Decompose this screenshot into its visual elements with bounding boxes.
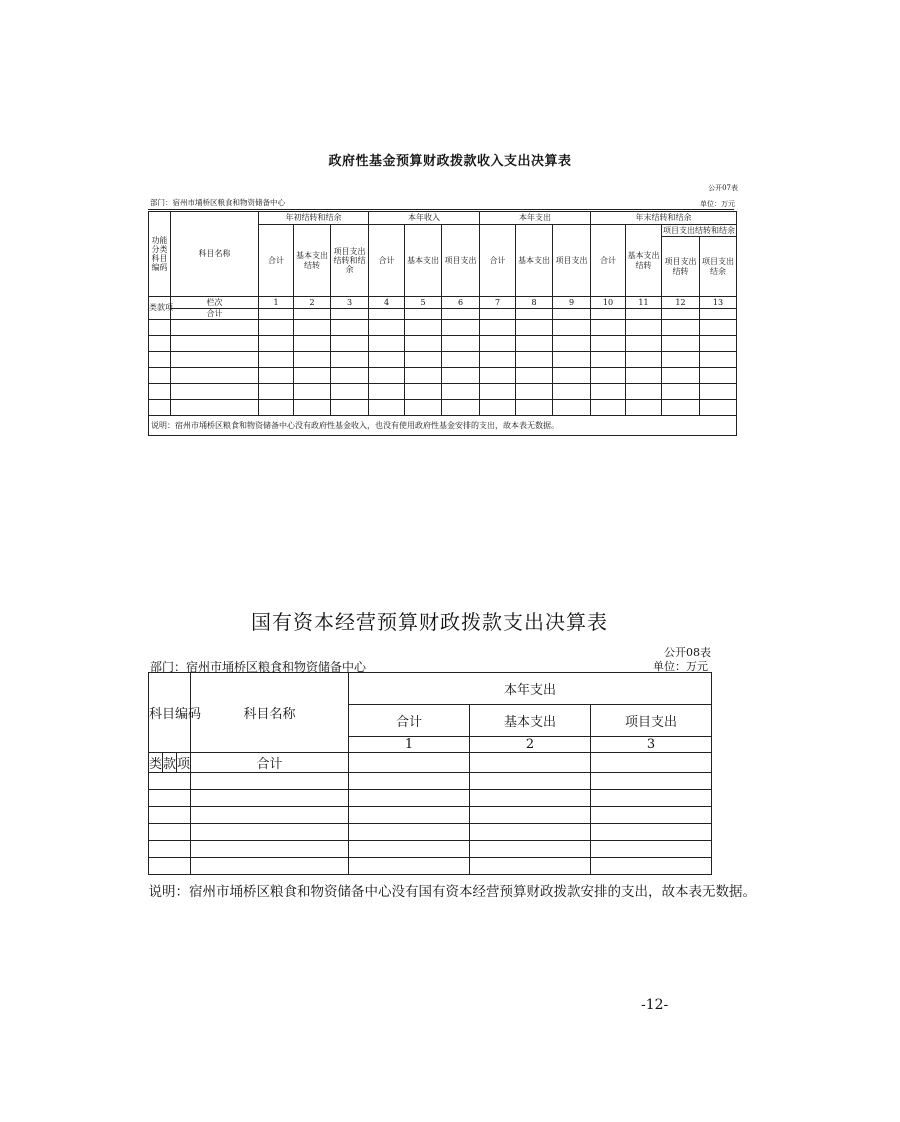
table1-title: 政府性基金预算财政拨款收入支出决算表 [328, 154, 572, 169]
table-row [149, 352, 737, 368]
table1-h-basic-carry-end: 基本支出结转 [626, 225, 662, 297]
table-row [149, 320, 737, 336]
table1-col-num: 7 [480, 297, 516, 309]
table1-note: 说明：宿州市埇桥区粮食和物资储备中心没有政府性基金收入，也没有使用政府性基金安排的支出，故本表无数据。 [149, 416, 737, 436]
table1-top-rule [148, 209, 734, 210]
table1-h-total-2: 合计 [369, 225, 405, 297]
table2-header-code: 科目编码 [149, 673, 191, 753]
state-capital-table [148, 672, 756, 901]
table1-row-lanci: 栏次 [171, 297, 259, 309]
table1-col-num: 5 [405, 297, 442, 309]
table1-header-income: 本年收入 [369, 212, 480, 225]
table1-col-num: 9 [553, 297, 591, 309]
table1-h-project-carry: 项目支出结转和结余 [331, 225, 369, 297]
table1-header-name: 科目名称 [171, 212, 259, 297]
table1-h-project-2: 项目支出 [442, 225, 480, 297]
table2-col-num: 2 [470, 737, 591, 753]
table2-row-total: 合计 [191, 753, 349, 773]
table1-row-total: 合计 [171, 309, 259, 320]
table1-col-num: 10 [591, 297, 626, 309]
table1-h-project-surplus-end: 项目支出结余 [700, 237, 737, 297]
table1-col-num: 11 [626, 297, 662, 309]
table1-h-total-4: 合计 [591, 225, 626, 297]
table2-h-project: 项目支出 [591, 705, 712, 737]
table2-note: 说明：宿州市埇桥区粮食和物资储备中心没有国有资本经营预算财政拨款安排的支出，故本表无数据。 [149, 875, 712, 901]
table1-form-code: 公开07表 [708, 184, 738, 192]
table-row [149, 807, 712, 824]
table2-department: 部门：宿州市埇桥区粮食和物资储备中心 [150, 660, 367, 674]
table1-h-project-carry-end: 项目支出结转 [662, 237, 700, 297]
table2-col-num: 3 [591, 737, 712, 753]
table1-col-num: 4 [369, 297, 405, 309]
table-row [149, 790, 712, 807]
table1-header-begin: 年初结转和结余 [259, 212, 369, 225]
table-row [149, 773, 712, 790]
table-row [149, 336, 737, 352]
table2-row-kuan: 款 [163, 753, 177, 773]
table2-form-code: 公开08表 [664, 646, 711, 659]
table-row [149, 841, 712, 858]
table2-h-total: 合计 [349, 705, 470, 737]
table-row [149, 368, 737, 384]
table1-h-project-3: 项目支出 [553, 225, 591, 297]
table1-header-expense: 本年支出 [480, 212, 591, 225]
table1-unit: 单位：万元 [700, 200, 735, 208]
table1-h-total-1: 合计 [259, 225, 294, 297]
table1-h-basic-3: 基本支出 [516, 225, 553, 297]
table1-class-kuan-xiang: 类款项 [149, 297, 171, 320]
table1-h-basic-2: 基本支出 [405, 225, 442, 297]
table-row [149, 824, 712, 841]
table-row [149, 400, 737, 416]
table1-col-num: 6 [442, 297, 480, 309]
table1-col-num: 13 [700, 297, 737, 309]
table1-col-num: 1 [259, 297, 294, 309]
page-number: -12- [641, 997, 669, 1013]
table1-col-num: 8 [516, 297, 553, 309]
table2-row-class: 类 [149, 753, 163, 773]
table1-department: 部门：宿州市埇桥区粮食和物资储备中心 [150, 198, 285, 207]
table1-col-num: 2 [294, 297, 331, 309]
table2-h-basic: 基本支出 [470, 705, 591, 737]
table2-col-num: 1 [349, 737, 470, 753]
table2-header-name: 科目名称 [191, 673, 349, 753]
table2-row-xiang: 项 [177, 753, 191, 773]
table2-header-expense: 本年支出 [349, 673, 712, 705]
table1-h-basic-carry: 基本支出结转 [294, 225, 331, 297]
table-row [149, 858, 712, 875]
table1-header-code: 功能分类科目编码 [149, 212, 171, 297]
table1-header-end: 年末结转和结余 [591, 212, 737, 225]
table-row [149, 384, 737, 400]
table2-unit: 单位：万元 [653, 660, 708, 673]
government-fund-table [148, 211, 737, 436]
table1-col-num: 12 [662, 297, 700, 309]
table1-col-num: 3 [331, 297, 369, 309]
table2-title: 国有资本经营预算财政拨款支出决算表 [251, 610, 608, 634]
table1-h-total-3: 合计 [480, 225, 516, 297]
table1-h-sub-project-end: 项目支出结转和结余 [663, 225, 735, 235]
